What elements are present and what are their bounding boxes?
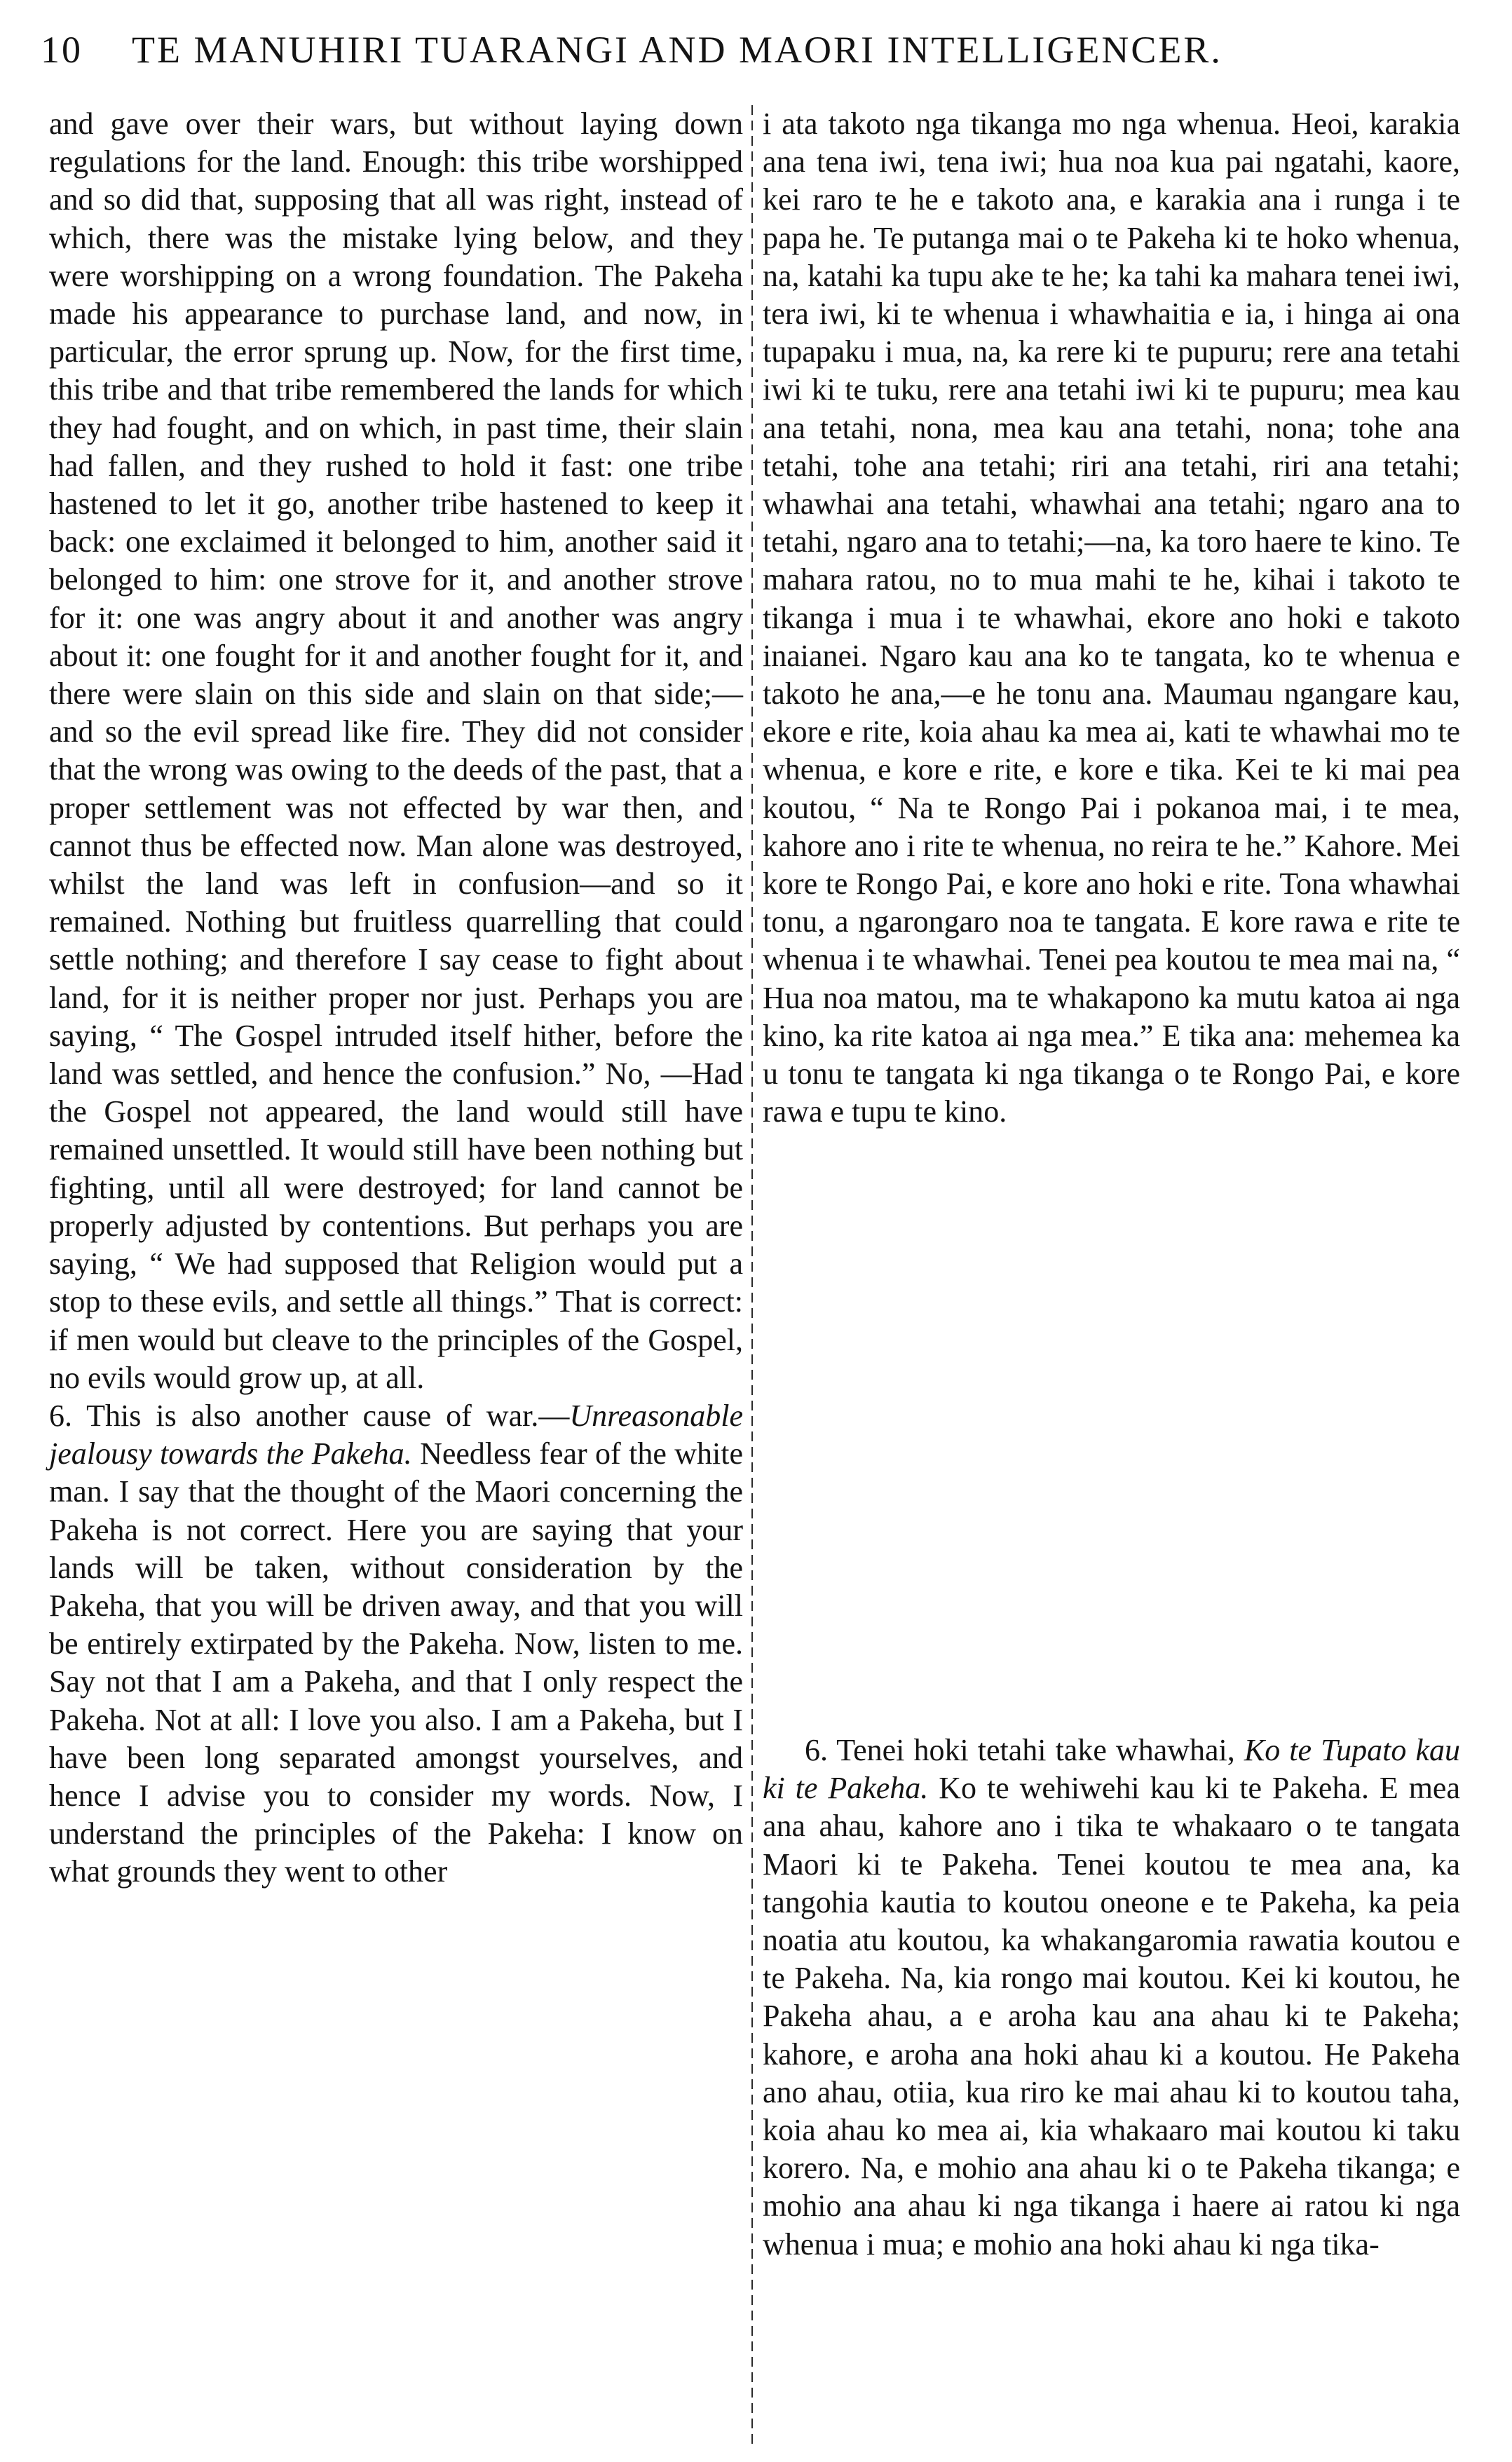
running-title: TE MANUHIRI TUARANGI AND MAORI INTELLIGENCER. — [132, 29, 1222, 71]
maori-section-6 — [763, 1732, 1460, 2264]
english-section-6-heading: Unreasonable jealousy towards the Pakeha. — [49, 1398, 743, 1471]
maori-paragraph-continued: i ata takoto nga tikanga mo nga whenua. Heoi, karakia ana tena iwi, tena iwi; hua noa kua pai ngatahi, kaore, kei raro te he e takoto ana, e karakia ana i runga i te papa he. Te putanga mai o te Pakeha ki te hoko whenua, na, katahi ka tupu ake te he; ka tahi ka mahara tenei iwi, tera iwi, ki te whenua i whawhaitia e ia, i hinga ai ona tupapaku i mua, na, ka rere ki te pupuru; rere ana tetahi iwi ki te tuku, rere ana tetahi iwi ki te pupuru; mea kau ana tetahi, nona, mea kau ana tetahi, nona; tohe ana tetahi, tohe ana tetahi; riri ana tetahi, riri ana tetahi; whawhai ana tetahi, whawhai ana tetahi; ngaro ana to tetahi, ngaro ana to tetahi;—na, ka toro haere te kino. Te mahara ratou, no to mua mahi te he, kihai i takoto te tikanga i mua i te whawhai, ekore ano hoki e takoto inaianei. Ngaro kau ana ko te tangata, ko te whenua e takoto he ana,—e he tonu ana. Maumau ngangare kau, ekore e rite, koia ahau ka mea ai, kati te whawhai mo te whenua, e kore e rite, e kore e tika. Kei te ki mai pea koutou, “ Na te Rongo Pai i pokanoa mai, i te mea, kahore ano i rite te whenua, no reira te he.” Kahore. Mei kore te Rongo Pai, e kore ano hoki e rite. Tona whawhai tonu, a ngarongaro noa te tangata. E kore rawa e rite te whenua i te whawhai. Tenei pea koutou te mea mai na, “ Hua noa matou, ma te whakapono ka mutu katoa ai nga kino, ka rite katoa ai nga mea.” E tika ana: mehemea ka u tonu te tangata ki nga tikanga o te Rongo Pai, e kore rawa e tupu te kino. — [763, 107, 1460, 1129]
english-column — [49, 105, 743, 2454]
english-paragraph-continued: and gave over their wars, but without laying down regulations for the land. Enough: this tribe worshipped and so did that, supposing that all was right, instead of which, there was the mistake lying below, and they were worshipping on a wrong foundation. The Pakeha made his appearance to purchase land, and now, in particular, the error sprung up. Now, for the first time, this tribe and that tribe remembered the lands for which they had fought, and on which, in past time, their slain had fallen, and they rushed to hold it fast: one tribe hastened to let it go, another tribe hastened to keep it back: one exclaimed it belonged to him, another said it belonged to him: one strove for it, and another strove for it: one was angry about it and another was angry about it: one fought for it and another fought for it, and there were slain on this side and slain on that side;—and so the evil spread like fire. They did not consider that the wrong was owing to the deeds of the past, that a proper settlement was not effected by war then, and cannot thus be effected now. Man alone was destroyed, whilst the land was left in confusion—and so it remained. Nothing but fruitless quarrelling that could settle nothing; and therefore I say cease to fight about land, for it is neither proper nor just. Perhaps you are saying, “ The Gospel intruded itself hither, before the land was settled, and hence the confusion.” No, —Had the Gospel not appeared, the land would still have remained unsettled. It would still have been nothing but fighting, until all were destroyed; for land cannot be properly adjusted by contentions. But perhaps you are saying, “ We had supposed that Religion would put a stop to these evils, and settle all things.” That is correct: if men would but cleave to the principles of the Gospel, no evils would grow up, at all. — [49, 107, 743, 1395]
maori-section-6-block — [763, 1732, 1460, 2264]
english-section-6-lead: 6. This is also another cause of war.— — [49, 1398, 570, 1433]
column-divider — [751, 105, 753, 2447]
maori-section-6-body: Ko te wehiwehi kau ki te Pakeha. E mea ana ahau, kahore ano i tika te whakaaro o te tangata Maori ki te Pakeha. Tenei koutou te mea ana, ka tangohia kautia to koutou oneone e te Pakeha, ka peia noatia atu koutou, ka whakangaromia rawatia koutou e te Pakeha. Na, kia rongo mai koutou. Kei ki koutou, he Pakeha ahau, a e aroha kau ana ahau ki te Pakeha; kahore, e aroha ana hoki ahau ki a koutou. He Pakeha ano ahau, otiia, kua riro ke mai ahau ki to koutou taha, koia ahau ko mea ai, kia whakaaro mai koutou ki taku korero. Na, e mohio ana ahau ki o te Pakeha tikanga; e mohio ana ahau ki nga tikanga i haere ai ratou ki nga whenua i mua; e mohio ana hoki ahau ki nga tika- — [763, 1771, 1460, 2262]
page-number: 10 — [41, 29, 83, 71]
english-section-6-body: Needless fear of the white man. I say that the thought of the Maori concerning the Pakeha is not correct. Here you are saying that your lands will be taken, without consideration by the Pakeha, that you will be driven away, and that you will be entirely extirpated by the Pakeha. Now, listen to me. Say not that I am a Pakeha, and that I only respect the Pakeha. Not at all: I love you also. I am a Pakeha, but I have been long separated amongst yourselves, and hence I advise you to consider my words. Now, I understand the principles of the Pakeha: I know on what grounds they went to other — [49, 1436, 743, 1889]
maori-section-6-lead: 6. Tenei hoki tetahi take whawhai, — [805, 1733, 1244, 1767]
maori-section-6-heading: Ko te Tupato kau ki te Pakeha. — [763, 1733, 1460, 1806]
page-header — [41, 28, 1478, 84]
english-section-6 — [49, 1397, 743, 1891]
